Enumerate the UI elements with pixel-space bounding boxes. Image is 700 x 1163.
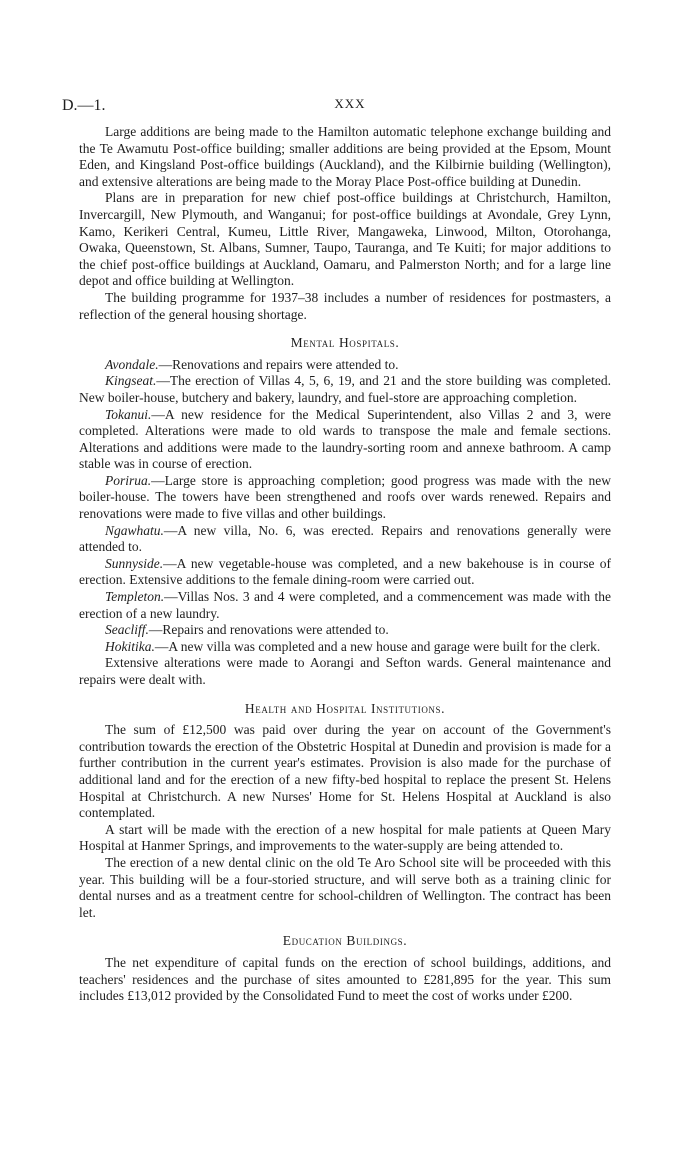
section-heading-mental-hospitals: Mental Hospitals. xyxy=(290,335,400,351)
hospital-entry xyxy=(79,589,611,622)
hospital-entry xyxy=(79,407,611,473)
hospital-entry xyxy=(79,622,611,639)
hospital-name: Seacliff. xyxy=(105,622,149,638)
document-code: D.—1. xyxy=(62,97,106,114)
hospital-name: Hokitika. xyxy=(105,638,155,654)
hospital-name: Ngawhatu. xyxy=(105,522,164,538)
hospital-name: Templeton. xyxy=(105,589,165,605)
hospital-text: —Renovations and repairs were attended to. xyxy=(158,356,399,372)
hospital-name: Avondale. xyxy=(105,356,159,372)
hospital-entry xyxy=(79,373,611,406)
paragraph: Plans are in preparation for new chief post-office buildings at Christchurch, Hamilton, Invercargill, New Plymouth, and Wanganui; for post-office buildings at Avondale, Grey Lynn, Kamo, Kerikeri Central, Kumeu, Little River, Mangaweka, Linwood, Milton, Otorohanga, Owaka, Queenstown, St. Albans, Sumner, Taupo, Tauranga, and Te Kuiti; for major additions to the chief post-office buildings at Auckland, Oamaru, and Palmerston North; and for a large line depot and office building at Wellington. xyxy=(79,190,611,289)
hospital-name: Porirua. xyxy=(105,472,152,488)
hospital-entry xyxy=(79,639,611,656)
hospital-name: Tokanui. xyxy=(105,406,152,422)
page-number: XXX xyxy=(334,96,366,111)
paragraph: Large additions are being made to the Hamilton automatic telephone exchange building and the Te Awamutu Post-office building; smaller additions are being provided at the Epsom, Mount Eden, and Kingsland Post-office buildings (Auckland), and the Kilbirnie building (Wellington), and extensive alterations are being made to the Moray Place Post-office building at Dunedin. xyxy=(79,124,611,189)
section-heading-education-buildings: Education Buildings. xyxy=(282,933,408,949)
hospital-text: —A new villa was completed and a new house and garage were built for the clerk. xyxy=(154,638,601,654)
mental-hospital-list xyxy=(79,357,611,656)
paragraph: The building programme for 1937–38 includes a number of residences for postmasters, a reflection of the general housing shortage. xyxy=(79,289,611,322)
hospital-text: —Large store is approaching completion; good progress was made with the new boiler-house. The towers have been strengthened and roofs over wards renewed. Repairs and renovations were made to five villas and other buildings. xyxy=(79,472,611,522)
section-heading-health-institutions: Health and Hospital Institutions. xyxy=(244,700,446,716)
paragraph: Extensive alterations were made to Aorangi and Sefton wards. General maintenance and repairs were dealt with. xyxy=(79,655,611,687)
hospital-name: Kingseat. xyxy=(105,373,157,389)
paragraph: The sum of £12,500 was paid over during the year on account of the Government's contribution towards the erection of the Obstetric Hospital at Dunedin and provision is made for a further contribution in the current year's estimates. Provision is also made for the purchase of additional land and for the erection of a new fifty-bed hospital to replace the present St. Helens Hospital at Christchurch. A new Nurses' Home for St. Helens Hospital at Auckland is also contemplated. xyxy=(79,722,611,821)
hospital-name: Sunnyside. xyxy=(105,555,164,571)
hospital-entry xyxy=(79,357,611,374)
paragraph: The erection of a new dental clinic on the old Te Aro School site will be proceeded with this year. This building will be a four-storied structure, and will serve both as a training clinic for dental nurses and as a treatment centre for school-children of Wellington. The contract has been let. xyxy=(79,854,611,920)
hospital-text: —A new villa, No. 6, was erected. Repairs and renovations generally were attended to. xyxy=(79,522,611,555)
paragraph: A start will be made with the erection of a new hospital for male patients at Queen Mary Hospital at Hanmer Springs, and improvements to the water-supply are being attended to. xyxy=(79,821,611,854)
hospital-text: —A new residence for the Medical Superintendent, also Villas 2 and 3, were completed. Alterations were made to old wards to transpose the male and female sections. Alterations and additions were made to the laundry-sorting room and annexe bathroom. A camp stable was in course of erection. xyxy=(79,406,611,472)
hospital-text: —Repairs and renovations were attended to. xyxy=(148,622,389,638)
hospital-entry xyxy=(79,473,611,523)
hospital-entry xyxy=(79,523,611,556)
hospital-text: —Villas Nos. 3 and 4 were completed, and a commencement was made with the erection of a new laundry. xyxy=(79,589,611,621)
page-body xyxy=(79,124,611,1005)
hospital-text: —A new vegetable-house was completed, and a new bakehouse is in course of erection. Extensive additions to the female dining-room were carried out. xyxy=(79,555,611,588)
hospital-entry xyxy=(79,556,611,589)
hospital-text: —The erection of Villas 4, 5, 6, 19, and 21 and the store building was completed. New boiler-house, butchery and bakery, laundry, and fuel-store are approaching completion. xyxy=(79,373,611,405)
paragraph: The net expenditure of capital funds on the erection of school buildings, additions, and teachers' residences and the purchase of sites amounted to £281,895 for the year. This sum includes £13,012 provided by the Consolidated Fund to meet the cost of works under £200. xyxy=(79,954,611,1004)
